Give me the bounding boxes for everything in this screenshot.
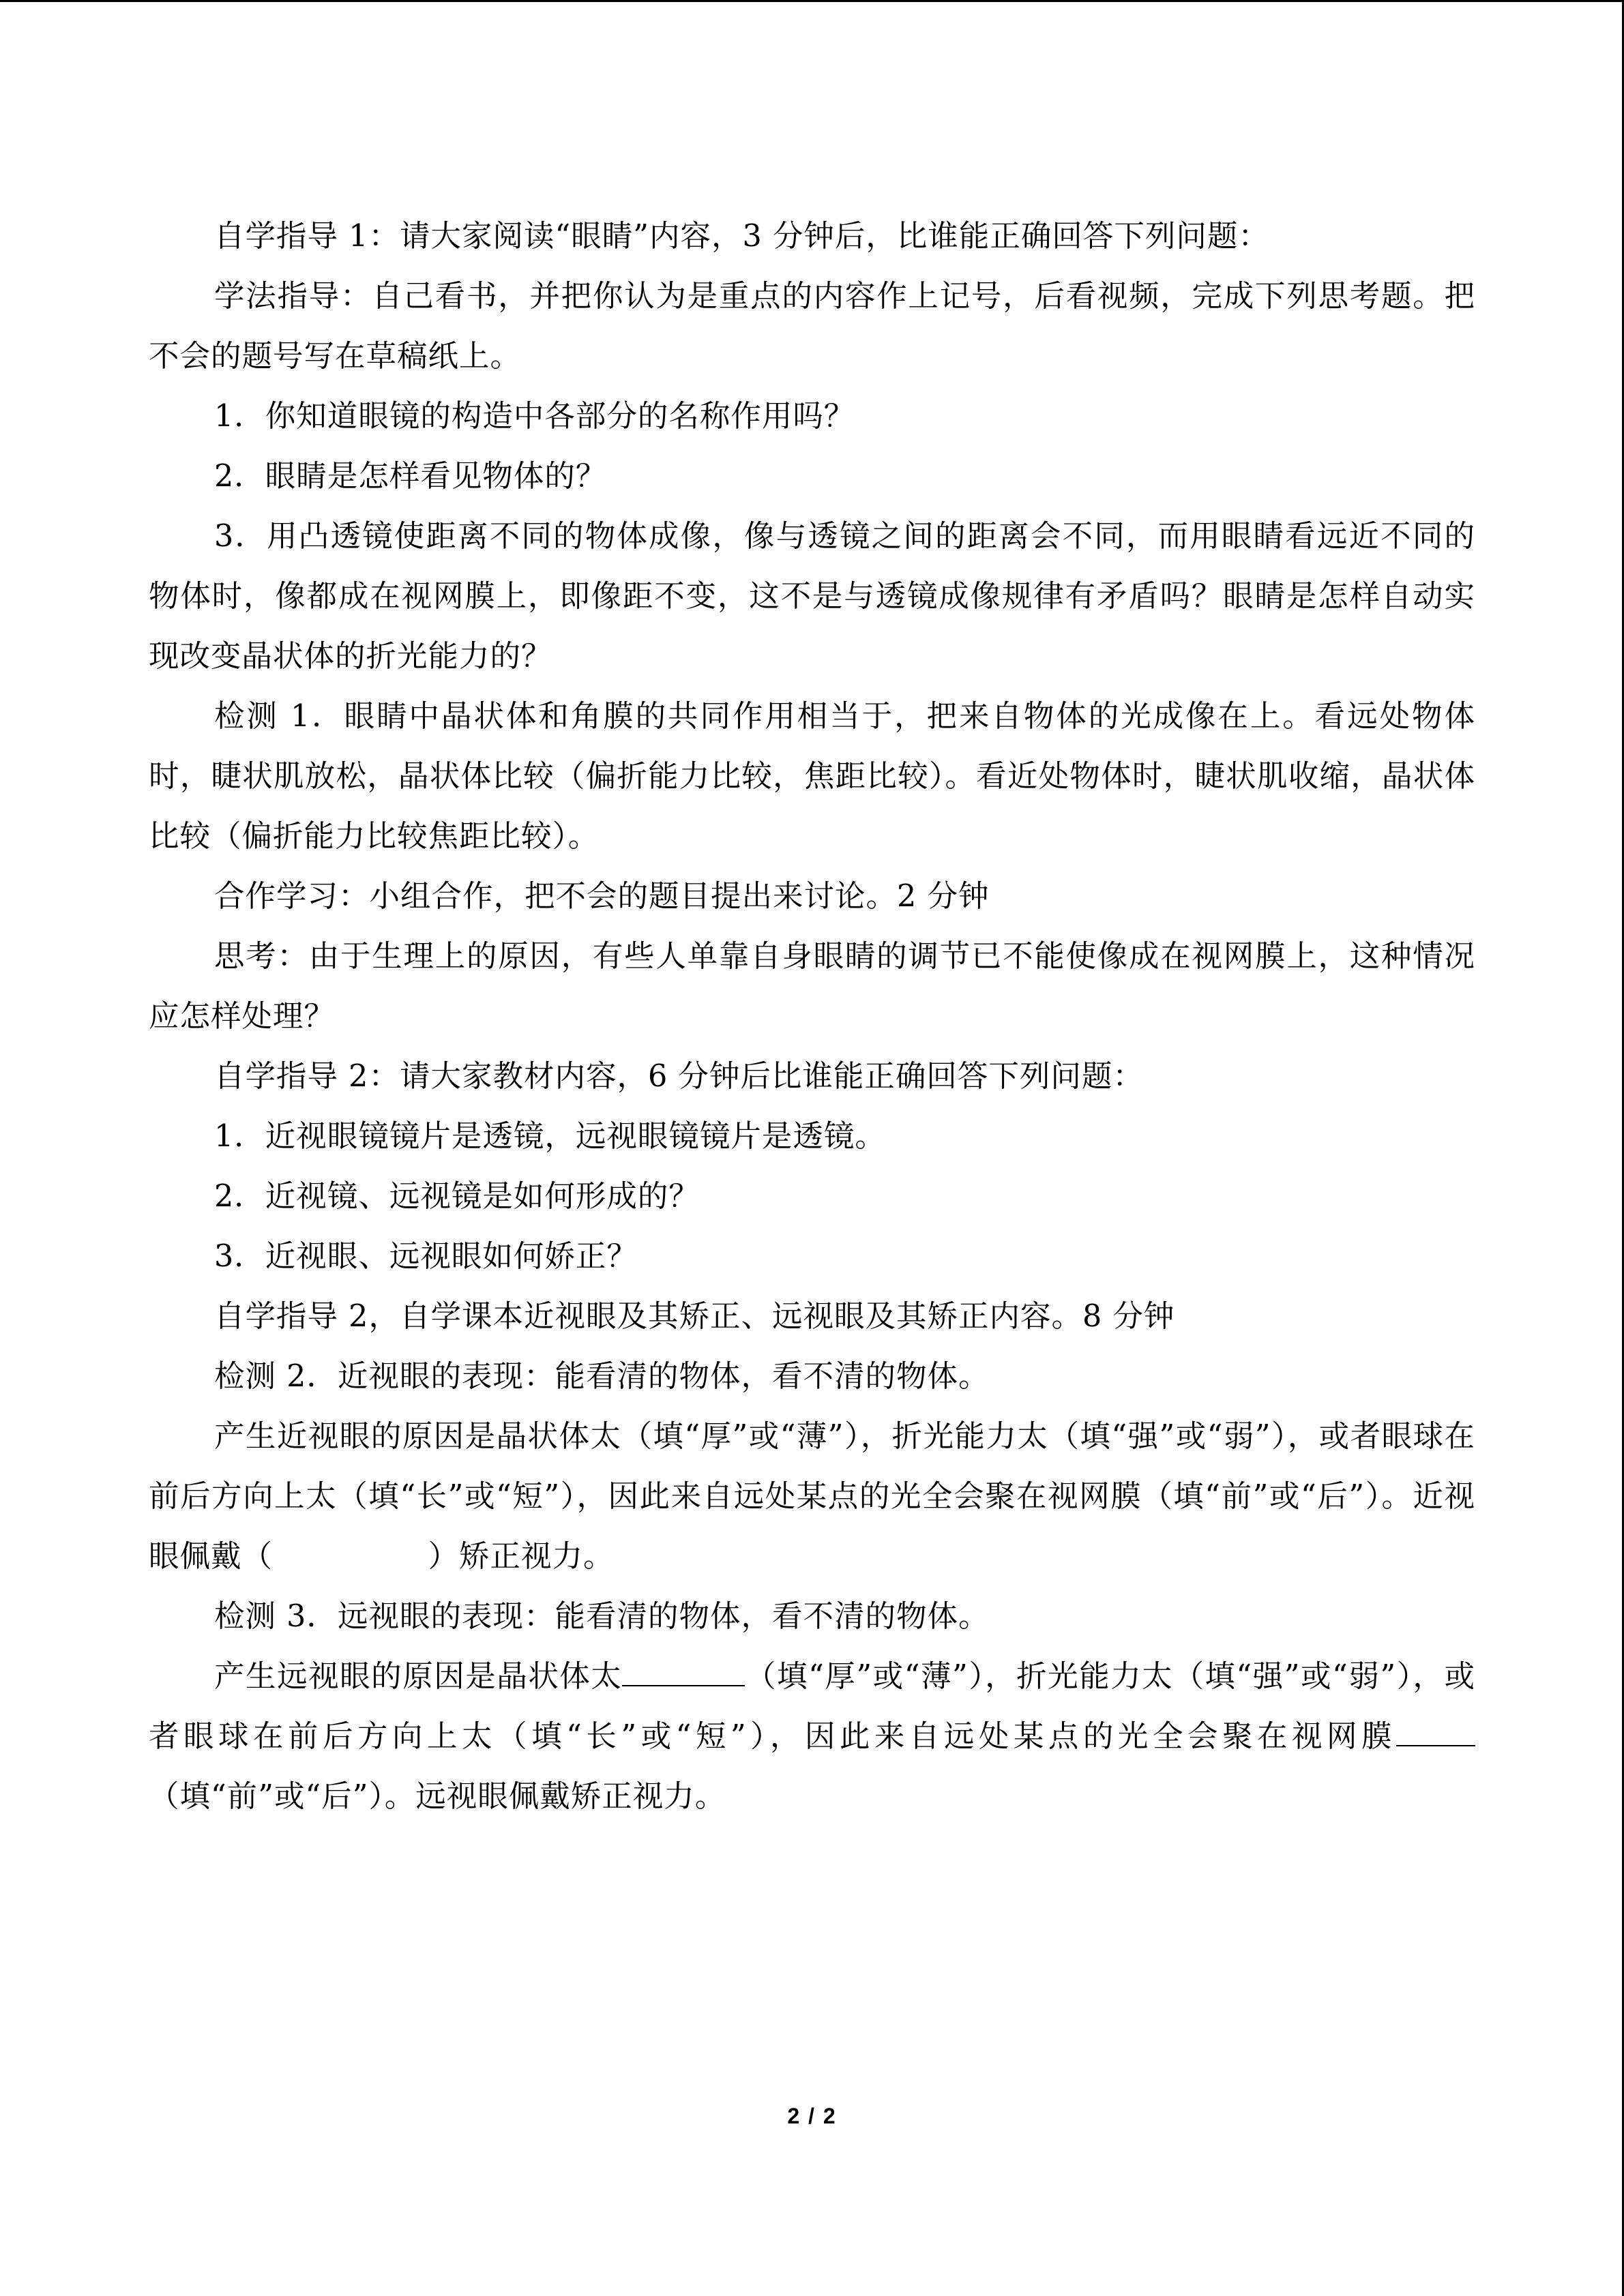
hyperopia-text-2: （填“厚”或“薄”），折光能力太（填“强”或“弱”），或者眼球在前后方向上太（填“长”或“短”），因此来自远处某点的光全会聚在视网膜 xyxy=(149,1659,1475,1754)
paragraph-self-study-guide-2b: 自学指导 2，自学课本近视眼及其矫正、远视眼及其矫正内容。8 分钟 xyxy=(214,1299,1175,1334)
paragraph-lens-question-3: 3．近视眼、远视眼如何娇正？ xyxy=(214,1239,638,1274)
paragraph-study-method: 学法指导：自己看书，并把你认为是重点的内容作上记号，后看视频，完成下列思考题。把不会的题号写在草稿纸上。 xyxy=(149,279,1475,374)
paragraph-hyperopia-cause xyxy=(149,1647,1475,1827)
paragraph-lens-question-1: 1．近视眼镜镜片是透镜，远视眼镜镜片是透镜。 xyxy=(214,1119,886,1154)
fill-blank-retina-position xyxy=(1396,1712,1475,1746)
paragraph-think: 思考：由于生理上的原因，有些人单靠自身眼睛的调节已不能使像成在视网膜上，这种情况应怎样处理？ xyxy=(149,939,1475,1034)
paragraph-question-2: 2．眼睛是怎样看见物体的？ xyxy=(214,459,607,494)
document-body xyxy=(149,207,1475,1827)
paragraph-cooperative-learning: 合作学习：小组合作，把不会的题目提出来讨论。2 分钟 xyxy=(214,879,990,914)
page-border-top xyxy=(0,0,1624,2)
fill-blank-lens-thickness xyxy=(622,1652,745,1686)
paragraph-test-3: 检测 3．远视眼的表现：能看清的物体，看不清的物体。 xyxy=(214,1599,990,1634)
paragraph-question-3: 3．用凸透镜使距离不同的物体成像，像与透镜之间的距离会不同，而用眼睛看远近不同的物体时，像都成在视网膜上，即像距不变，这不是与透镜成像规律有矛盾吗？眼睛是怎样自动实现改变晶状体的折光能力的？ xyxy=(149,519,1475,674)
paragraph-question-1: 1．你知道眼镜的构造中各部分的名称作用吗？ xyxy=(214,399,855,434)
paragraph-test-2: 检测 2．近视眼的表现：能看清的物体，看不清的物体。 xyxy=(214,1359,990,1394)
page-number: 2 / 2 xyxy=(787,2104,837,2128)
hyperopia-text-3: （填“前”或“后”）。远视眼佩戴矫正视力。 xyxy=(149,1779,726,1814)
paragraph-self-study-guide-1: 自学指导 1：请大家阅读“眼睛”内容，3 分钟后，比谁能正确回答下列问题： xyxy=(214,219,1269,254)
hyperopia-text-1: 产生远视眼的原因是晶状体太 xyxy=(214,1659,623,1694)
paragraph-test-1: 检测 1．眼睛中晶状体和角膜的共同作用相当于，把来自物体的光成像在上。看远处物体时，睫状肌放松，晶状体比较（偏折能力比较，焦距比较）。看近处物体时，睫状肌收缩，晶状体比较（偏折能力比较焦距比较）。 xyxy=(149,699,1475,854)
paragraph-self-study-guide-2: 自学指导 2：请大家教材内容，6 分钟后比谁能正确回答下列问题： xyxy=(214,1059,1144,1094)
paragraph-myopia-cause: 产生近视眼的原因是晶状体太（填“厚”或“薄”），折光能力太（填“强”或“弱”），或者眼球在前后方向上太（填“长”或“短”），因此来自远处某点的光全会聚在视网膜（填“前”或“后”）。近视眼佩戴（ ）矫正视力。 xyxy=(149,1419,1475,1574)
paragraph-lens-question-2: 2．近视镜、远视镜是如何形成的？ xyxy=(214,1179,700,1214)
